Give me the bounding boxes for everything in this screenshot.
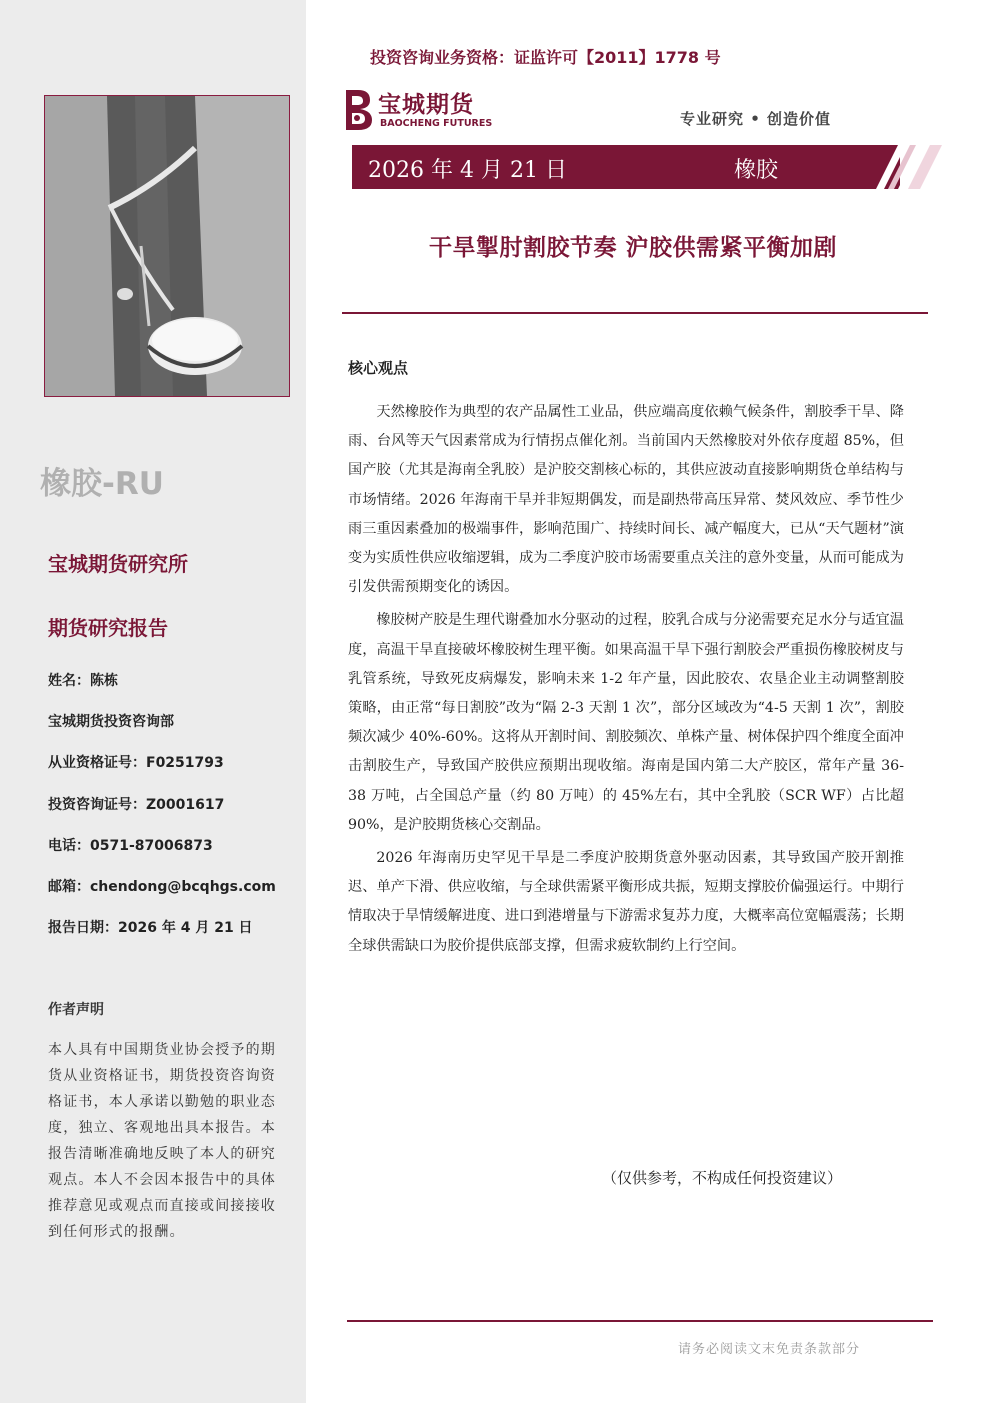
info-label: 宝城期货投资咨询部 [48, 714, 174, 730]
company-logo [340, 86, 510, 136]
slogan: 专业研究 • 创造价值 [680, 110, 832, 128]
core-view-heading: 核心观点 [348, 359, 409, 377]
info-value: 陈栋 [90, 673, 118, 689]
info-value: F0251793 [146, 755, 224, 771]
department [48, 711, 174, 731]
logo-name: 宝城期货 [378, 91, 474, 118]
author-name [48, 670, 118, 690]
institute-name: 宝城期货研究所 [48, 552, 188, 576]
banner-date: 2026 年 4 月 21 日 [368, 158, 567, 183]
report-body [348, 398, 904, 965]
info-value: Z0001617 [146, 797, 225, 813]
report-type: 期货研究报告 [48, 616, 168, 640]
banner-category: 橡胶 [734, 158, 779, 183]
license-text: 投资咨询业务资格：证监许可【2011】1778 号 [370, 48, 721, 67]
investment-disclaimer: （仅供参考，不构成任何投资建议） [602, 1169, 843, 1187]
consulting-number [48, 794, 224, 814]
email-link[interactable]: chendong@bcqhgs.com [90, 879, 276, 895]
qualification-number [48, 752, 224, 772]
info-label: 电话： [48, 838, 90, 854]
author-statement-title: 作者声明 [48, 1002, 104, 1018]
product-code: 橡胶-RU [40, 466, 164, 502]
body-paragraph: 橡胶树产胶是生理代谢叠加水分驱动的过程，胶乳合成与分泌需要充足水分与适宜温度，高温干旱直接破坏橡胶树生理平衡。如果高温干旱下强行割胶会严重损伤橡胶树皮与乳管系统，导致死皮病爆发，影响未来 1-2 年产量，因此胶农、农垦企业主动调整割胶策略，由正常“每日割胶”改为“隔 2-3 天割 1 次”，部分区域改为“4-5 天割 1 次”，割胶频次减少 40%-60%。这将从开割时间、割胶频次、单株产量、树体保护四个维度全面冲击割胶生产，导致国产胶供应预期出现收缩。海南是国内第二大产胶区，常年产量 36-38 万吨，占全国总产量（约 80 万吨）的 45%左右，其中全乳胶（SCR WF）占比超 90%，是沪胶期货核心交割品。 [348, 612, 904, 833]
body-paragraph: 天然橡胶作为典型的农产品属性工业品，供应端高度依赖气候条件，割胶季干旱、降雨、台风等天气因素常成为行情拐点催化剂。当前国内天然橡胶对外依存度超 85%，但国产胶（尤其是海南全乳胶）是沪胶交割核心标的，其供应波动直接影响期货仓单结构与市场情绪。2026 年海南干旱并非短期偶发，而是副热带高压异常、焚风效应、季节性少雨三重因素叠加的极端事件，影响范围广、持续时间长、减产幅度大，已从“天气题材”演变为实质性供应收缩逻辑，成为二季度沪胶市场需要重点关注的意外变量，从而可能成为引发供需预期变化的诱因。 [348, 404, 904, 596]
email [48, 876, 276, 896]
rubber-tree-photo [44, 95, 290, 397]
info-label: 邮箱： [48, 879, 90, 895]
info-value: 2026 年 4 月 21 日 [118, 920, 253, 936]
report-title: 干旱掣肘割胶节奏 沪胶供需紧平衡加剧 [428, 235, 837, 261]
body-paragraph: 2026 年海南历史罕见干旱是二季度沪胶期货意外驱动因素，其导致国产胶开割推迟、单产下滑、供应收缩，与全球供需紧平衡形成共振，短期支撑胶价偏强运行。中期行情取决于旱情缓解进度、进口到港增量与下游需求复苏力度，大概率高位宽幅震荡；长期全球供需缺口为胶价提供底部支撑，但需求疲软制约上行空间。 [348, 850, 904, 954]
rubber-tapping-illustration [45, 96, 289, 396]
banner-stripes-decoration [870, 145, 942, 189]
logo-mark-icon [340, 86, 376, 132]
footer-note: 请务必阅读文末免责条款部分 [678, 1342, 861, 1357]
info-label: 从业资格证号： [48, 755, 146, 771]
info-label: 投资咨询证号： [48, 797, 146, 813]
info-label: 报告日期： [48, 920, 118, 936]
sidebar [0, 0, 306, 1403]
info-label: 姓名： [48, 673, 90, 689]
phone [48, 835, 213, 855]
report-date [48, 917, 253, 937]
info-value: 0571-87006873 [90, 838, 213, 854]
author-statement-text: 本人具有中国期货业协会授予的期货从业资格证书，期货投资咨询资格证书，本人承诺以勤勉的职业态度，独立、客观地出具本报告。本报告清晰准确地反映了本人的研究观点。本人不会因本报告中的具体推荐意见或观点而直接或间接接收到任何形式的报酬。 [48, 1042, 276, 1240]
title-divider [342, 312, 928, 314]
logo-english: BAOCHENG FUTURES [380, 118, 493, 129]
footer-divider [347, 1320, 933, 1322]
